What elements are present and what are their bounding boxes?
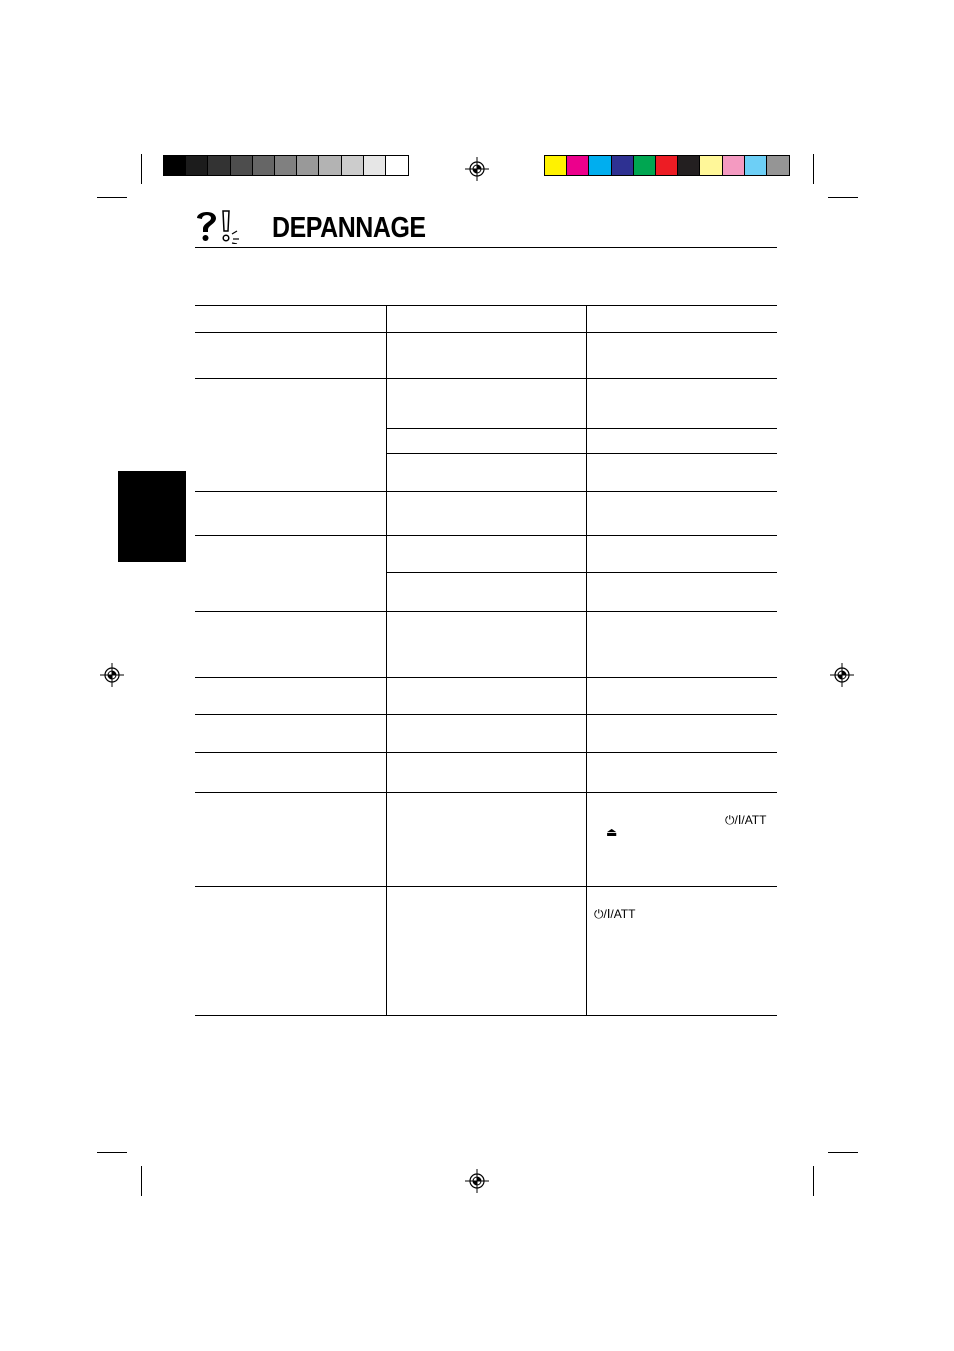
gray-swatch-10 bbox=[364, 156, 386, 175]
page-title: DEPANNAGE bbox=[272, 212, 426, 244]
color-swatch-7 bbox=[678, 156, 700, 175]
crop-mark bbox=[141, 154, 142, 184]
gray-swatch-2 bbox=[186, 156, 208, 175]
registration-target-icon bbox=[464, 156, 490, 182]
crop-mark bbox=[828, 1152, 858, 1153]
gray-swatch-3 bbox=[208, 156, 230, 175]
gray-swatch-8 bbox=[319, 156, 341, 175]
color-swatch-1 bbox=[545, 156, 567, 175]
registration-target-icon bbox=[99, 662, 125, 688]
title-rule bbox=[195, 247, 777, 248]
eject-icon: ⏏ bbox=[606, 825, 618, 839]
question-exclamation-icon bbox=[193, 208, 243, 244]
gray-swatch-7 bbox=[297, 156, 319, 175]
power-att-label: ⏻/Ⅰ/ATT bbox=[725, 813, 767, 827]
registration-target-icon bbox=[464, 1168, 490, 1194]
gray-swatch-9 bbox=[342, 156, 364, 175]
crop-mark bbox=[828, 197, 858, 198]
color-swatch-4 bbox=[612, 156, 634, 175]
color-swatch-11 bbox=[767, 156, 789, 175]
color-calibration-bar bbox=[544, 155, 790, 176]
gray-swatch-6 bbox=[275, 156, 297, 175]
color-swatch-5 bbox=[634, 156, 656, 175]
crop-mark bbox=[97, 1152, 127, 1153]
gray-swatch-11 bbox=[386, 156, 408, 175]
color-swatch-6 bbox=[656, 156, 678, 175]
color-swatch-9 bbox=[723, 156, 745, 175]
power-att-label: ⏻/Ⅰ/ATT bbox=[594, 907, 636, 921]
section-tab bbox=[118, 471, 186, 562]
color-swatch-10 bbox=[745, 156, 767, 175]
troubleshooting-table bbox=[195, 305, 777, 1017]
color-swatch-3 bbox=[589, 156, 611, 175]
color-swatch-8 bbox=[700, 156, 722, 175]
crop-mark bbox=[141, 1166, 142, 1196]
gray-swatch-4 bbox=[231, 156, 253, 175]
crop-mark bbox=[813, 154, 814, 184]
gray-swatch-1 bbox=[164, 156, 186, 175]
gray-swatch-5 bbox=[253, 156, 275, 175]
gray-calibration-bar bbox=[163, 155, 409, 176]
crop-mark bbox=[813, 1166, 814, 1196]
registration-target-icon bbox=[829, 662, 855, 688]
color-swatch-2 bbox=[567, 156, 589, 175]
crop-mark bbox=[97, 197, 127, 198]
